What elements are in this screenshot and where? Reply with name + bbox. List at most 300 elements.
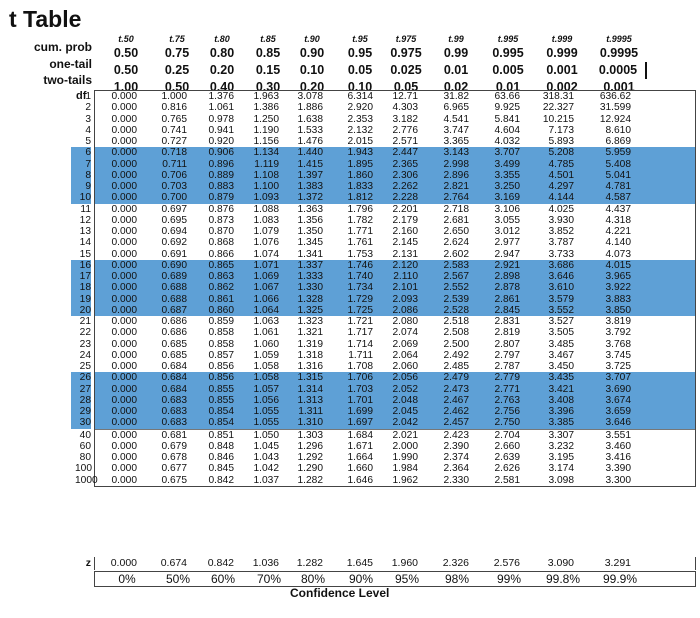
table-cell: 3.485 [548,338,574,350]
table-cell: 3.012 [494,226,520,237]
table-row [79,361,695,372]
table-cell: 2.353 [347,113,373,125]
table-cell: 3.390 [605,463,631,475]
table-cell: 1.310 [297,417,323,429]
table-cell: 2.364 [443,463,469,475]
header-one-value: 0.20 [209,63,235,77]
table-cell: 2.581 [494,474,520,486]
table-cell: 1.156 [253,136,279,147]
table-cell: 1.356 [297,214,323,226]
table-cell: 1.771 [347,226,373,237]
df-value: 100 [75,463,92,475]
table-cell: 4.785 [548,158,574,170]
table-cell: 1.059 [253,349,279,361]
table-cell: 8.610 [605,124,631,136]
table-cell: 2.457 [443,417,469,429]
table-cell: 3.551 [605,429,631,441]
table-cell: 0.854 [208,406,234,417]
table-cell: 2.131 [392,248,418,260]
table-cell: 6.965 [443,102,469,114]
df-value: 12 [79,214,91,226]
table-cell: 2.145 [392,237,418,249]
table-cell: 1.664 [347,452,373,463]
df-value: 9 [71,181,91,192]
table-cell: 0.860 [208,304,234,316]
header-two-value: 1.00 [113,80,139,94]
table-cell: 0.000 [111,181,137,192]
table-cell: 1.055 [253,417,279,429]
table-cell: 2.898 [494,271,520,282]
table-cell: 2.132 [347,124,373,136]
z-cell: 2.576 [493,557,520,569]
z-cell: 1.645 [346,557,373,569]
header-one-value: 0.10 [299,63,325,77]
table-cell: 2.074 [392,327,418,339]
table-cell: 2.306 [392,169,418,181]
table-row [79,349,695,361]
table-cell: 6.869 [605,136,631,147]
header-one-value: 0.01 [443,63,469,77]
df-value: 10 [71,192,91,203]
table-cell: 2.650 [443,226,469,237]
table-cell: 0.000 [111,316,137,327]
z-cell: 1.282 [296,557,323,569]
table-cell: 2.660 [494,440,520,452]
header-cum-value: 0.9995 [599,46,639,60]
header-one-value: 0.25 [164,63,190,77]
table-cell: 1.708 [347,361,373,372]
table-cell: 3.078 [297,91,323,102]
df-value: 60 [79,440,91,452]
table-cell: 4.221 [605,226,631,237]
table-cell: 2.201 [392,203,418,215]
table-cell: 63.66 [494,91,520,102]
table-cell: 2.624 [443,237,469,249]
df-value: 28 [71,395,91,406]
table-cell: 2.228 [392,192,418,204]
header-col-7 [378,34,434,96]
table-cell: 1.638 [297,113,323,125]
header-col-1 [98,34,154,96]
df-value: 21 [79,316,91,327]
table-cell: 3.106 [494,203,520,215]
table-cell: 1.660 [347,463,373,475]
table-cell: 0.861 [208,293,234,305]
table-cell: 2.878 [494,282,520,294]
table-cell: 1.345 [297,237,323,249]
table-cell: 3.143 [443,147,469,159]
table-cell: 0.683 [161,394,187,406]
table-cell: 5.208 [548,147,574,159]
table-row [79,383,695,395]
z-cell: 0.000 [110,557,137,569]
table-cell: 2.045 [392,406,418,417]
table-row [79,214,695,226]
table-cell: 0.855 [208,383,234,395]
table-cell: 3.965 [605,271,631,282]
table-cell: 2.485 [443,361,469,372]
df-label: df [76,90,87,102]
table-cell: 1.319 [297,338,323,350]
confidence-cell: 99% [496,572,522,586]
df-value: 14 [79,237,91,249]
table-row [85,181,695,192]
df-value: 80 [79,452,91,463]
header-one-value: 0.15 [255,63,281,77]
header-one-value: 0.005 [492,63,524,77]
table-cell: 2.021 [392,429,418,441]
df-value: 6 [71,147,91,158]
table-cell: 2.831 [494,316,520,327]
header-col-9 [480,34,536,96]
table-cell: 0.000 [111,463,137,475]
table-cell: 2.110 [393,271,418,282]
table-cell: 3.505 [548,327,574,339]
table-cell: 0.000 [111,124,137,136]
table-cell: 1.330 [297,282,323,294]
table-cell: 1.303 [297,429,323,441]
table-cell: 1.333 [297,271,323,282]
table-row [79,282,695,294]
table-cell: 0.688 [161,282,187,294]
table-cell: 1.069 [253,271,279,282]
df-value: 11 [80,203,91,215]
table-cell: 0.000 [111,394,137,406]
table-cell: 3.725 [605,361,631,372]
table-cell: 4.501 [548,169,574,181]
df-value: 16 [71,260,91,271]
table-row [85,169,695,181]
header-two-value: 0.01 [495,80,521,94]
table-cell: 3.408 [548,394,574,406]
table-cell: 2.750 [494,417,520,429]
table-row [79,226,695,237]
table-cell: 1.058 [253,372,279,384]
df-value: 4 [85,124,91,136]
df-value: 17 [71,271,91,282]
table-cell: 0.920 [208,136,234,147]
table-cell: 0.684 [161,361,187,372]
df-value: 19 [71,294,91,305]
table-cell: 0.941 [208,124,234,136]
table-cell: 0.741 [161,124,187,136]
table-row [79,394,695,406]
table-cell: 0.858 [208,327,234,339]
table-cell: 0.873 [208,214,234,226]
table-cell: 1.292 [297,452,323,463]
table-cell: 2.639 [494,452,520,463]
table-cell: 0.845 [208,463,234,475]
table-cell: 3.396 [548,406,574,417]
table-cell: 1.376 [208,91,234,102]
table-cell: 1.699 [347,406,373,417]
table-cell: 1.740 [347,271,373,282]
table-cell: 3.646 [605,417,631,429]
table-cell: 0.000 [111,474,137,486]
df-value: 23 [79,338,91,350]
table-cell: 0.691 [161,248,187,260]
table-cell: 0.697 [161,203,187,215]
table-cell: 3.435 [548,372,574,384]
table-cell: 2.920 [347,102,373,114]
df-value: 24 [79,349,91,361]
table-cell: 4.541 [443,113,469,125]
table-cell: 2.101 [392,282,418,294]
table-cell: 1.782 [347,214,373,226]
table-cell: 0.858 [208,338,234,350]
table-cell: 0.687 [161,304,187,316]
table-cell: 2.626 [494,463,520,475]
table-cell: 1.703 [347,383,373,395]
table-cell: 4.297 [548,181,574,192]
confidence-cell: 50% [165,572,191,586]
table-cell: 3.232 [548,440,574,452]
table-cell: 1.318 [297,349,323,361]
table-cell: 2.473 [443,383,469,395]
table-cell: 2.552 [443,282,469,294]
table-cell: 2.447 [392,147,418,159]
header-cum-value: 0.95 [347,46,373,60]
table-cell: 4.587 [605,192,631,204]
z-cell: 3.090 [547,557,574,569]
header-one-value: 0.001 [546,63,578,77]
table-cell: 1.886 [297,102,323,114]
z-cell: 2.326 [442,557,469,569]
table-cell: 1.057 [253,383,279,395]
table-cell: 0.679 [161,440,187,452]
table-cell: 1.963 [253,91,279,102]
table-cell: 0.883 [208,181,234,192]
table-cell: 1.746 [347,259,373,271]
table-cell: 3.792 [605,327,631,339]
one-tail-label: one-tail [49,57,92,71]
table-cell: 3.819 [605,316,631,327]
confidence-cell: 98% [444,572,470,586]
table-cell: 1.325 [297,304,323,316]
table-cell: 3.610 [548,282,574,294]
header-col-10 [534,34,590,96]
table-cell: 2.423 [443,429,469,441]
table-cell: 3.922 [605,282,631,294]
table-row [79,406,695,417]
table-cell: 1.093 [253,192,279,204]
table-cell: 1.860 [347,169,373,181]
table-cell: 4.781 [605,181,631,192]
table-cell: 1.476 [297,136,323,147]
header-cum-value: 0.995 [492,46,524,60]
table-cell: 2.056 [392,372,418,384]
table-cell: 4.140 [605,237,631,249]
table-cell: 3.385 [548,417,574,429]
confidence-percent-row [94,571,696,587]
table-cell: 1.895 [347,158,373,170]
table-cell: 7.173 [548,124,574,136]
table-cell: 1.984 [392,463,418,475]
table-cell: 0.765 [161,113,187,125]
table-cell: 1.290 [297,463,323,475]
table-cell: 3.686 [548,259,574,271]
table-cell: 2.764 [443,192,469,204]
table-row [85,113,695,125]
df-value: 18 [71,282,91,293]
header-two-value: 0.002 [546,80,578,94]
table-cell: 1.990 [392,452,418,463]
table-cell: 1.071 [253,259,279,271]
table-cell: 2.330 [443,474,469,486]
table-row [85,136,695,147]
table-cell: 0.685 [161,349,187,361]
table-row [79,338,695,350]
table-cell: 1.328 [297,293,323,305]
header-one-value: 0.025 [390,63,422,77]
table-cell: 3.659 [605,406,631,417]
table-cell: 0.000 [111,440,137,452]
table-cell: 1.250 [253,113,279,125]
table-cell: 3.169 [494,192,520,204]
table-cell: 31.82 [443,91,469,102]
table-cell: 1.056 [253,394,279,406]
table-cell: 318.31 [542,91,574,102]
table-cell: 0.689 [161,271,187,282]
df-value: 13 [79,226,91,237]
table-cell: 0.678 [161,452,187,463]
table-cell: 0.889 [208,169,234,181]
table-cell: 2.821 [443,181,469,192]
table-cell: 0.000 [111,452,137,463]
table-cell: 0.727 [161,136,187,147]
table-cell: 0.000 [111,226,137,237]
table-cell: 0.683 [161,406,187,417]
table-cell: 1.734 [347,282,373,294]
table-cell: 3.552 [548,304,574,316]
table-cell: 0.000 [111,282,137,294]
table-cell: 1.083 [253,214,279,226]
table-cell: 3.300 [605,474,631,486]
table-cell: 1.190 [253,124,279,136]
table-cell: 3.365 [443,136,469,147]
table-row [85,124,695,136]
table-row [79,452,695,463]
table-cell: 0.000 [111,327,137,339]
df-value: 29 [71,406,91,417]
table-cell: 0.703 [161,181,187,192]
table-cell: 0.000 [111,248,137,260]
table-cell: 1.037 [253,474,279,486]
table-cell: 2.921 [494,259,520,271]
df-value: 26 [71,372,91,383]
table-cell: 4.303 [392,102,418,114]
table-cell: 1.064 [253,304,279,316]
table-row [85,102,695,114]
header-two-value: 0.10 [347,80,373,94]
table-cell: 2.571 [392,136,418,147]
table-cell: 2.602 [443,248,469,260]
table-cell: 1.074 [253,248,279,260]
table-cell: 0.718 [161,147,187,159]
table-cell: 0.978 [208,113,234,125]
table-cell: 0.000 [111,158,137,170]
table-row [85,91,695,102]
table-cell: 1.646 [347,474,373,486]
table-cell: 5.841 [494,113,520,125]
table-cell: 2.518 [443,316,469,327]
confidence-cell: 60% [210,572,236,586]
table-cell: 1.050 [253,429,279,441]
table-cell: 2.779 [494,372,520,384]
table-cell: 0.863 [208,271,234,282]
confidence-cell: 99.8% [545,572,581,586]
header-cum-value: 0.90 [299,46,325,60]
header-t-value: t.80 [214,34,230,44]
table-cell: 5.893 [548,136,574,147]
table-cell: 10.215 [542,113,574,125]
table-cell: 1.043 [253,452,279,463]
table-cell: 0.694 [161,226,187,237]
table-cell: 0.683 [161,417,187,429]
table-cell: 1.067 [253,282,279,294]
table-cell: 31.599 [599,102,631,114]
table-cell: 0.866 [208,248,234,260]
table-cell: 6.314 [347,91,373,102]
table-row [79,192,695,204]
table-cell: 2.069 [392,338,418,350]
table-cell: 0.000 [111,91,137,102]
table-cell: 1.943 [347,147,373,159]
table-cell: 1.316 [297,361,323,372]
table-cell: 2.365 [392,158,418,170]
table-cell: 0.706 [161,169,187,181]
table-cell: 1.134 [253,147,279,159]
table-cell: 4.032 [494,136,520,147]
two-tails-label: two-tails [43,73,92,87]
table-cell: 3.421 [548,383,574,395]
table-row [85,147,695,159]
header-t-value: t.85 [260,34,276,44]
table-cell: 1.711 [348,349,373,361]
header-t-value: t.75 [169,34,185,44]
table-cell: 2.500 [443,338,469,350]
table-cell: 3.852 [548,226,574,237]
header-t-value: t.50 [118,34,134,44]
table-cell: 1.058 [253,361,279,372]
table-cell: 1.296 [297,440,323,452]
table-cell: 2.080 [392,316,418,327]
table-cell: 0.684 [161,372,187,384]
table-cell: 0.000 [111,169,137,181]
table-cell: 3.450 [548,361,574,372]
table-cell: 2.120 [392,259,418,271]
table-cell: 0.000 [111,372,137,384]
table-cell: 1.962 [392,474,418,486]
table-cell: 1.000 [161,91,187,102]
table-cell: 2.539 [443,293,469,305]
header-two-value: 0.02 [443,80,469,94]
table-cell: 636.62 [599,91,631,102]
table-row [79,237,695,249]
header-cum-value: 0.80 [209,46,235,60]
table-cell: 0.870 [208,226,234,237]
header-labels [0,40,92,86]
header-cum-value: 0.999 [546,46,578,60]
confidence-cell: 90% [348,572,374,586]
table-cell: 1.671 [347,440,373,452]
df-value: 20 [71,305,91,316]
z-cell: 1.960 [391,557,418,569]
table-cell: 0.711 [162,158,187,170]
df-value: 5 [85,136,91,147]
table-cell: 3.883 [605,293,631,305]
table-cell: 1.282 [297,474,323,486]
